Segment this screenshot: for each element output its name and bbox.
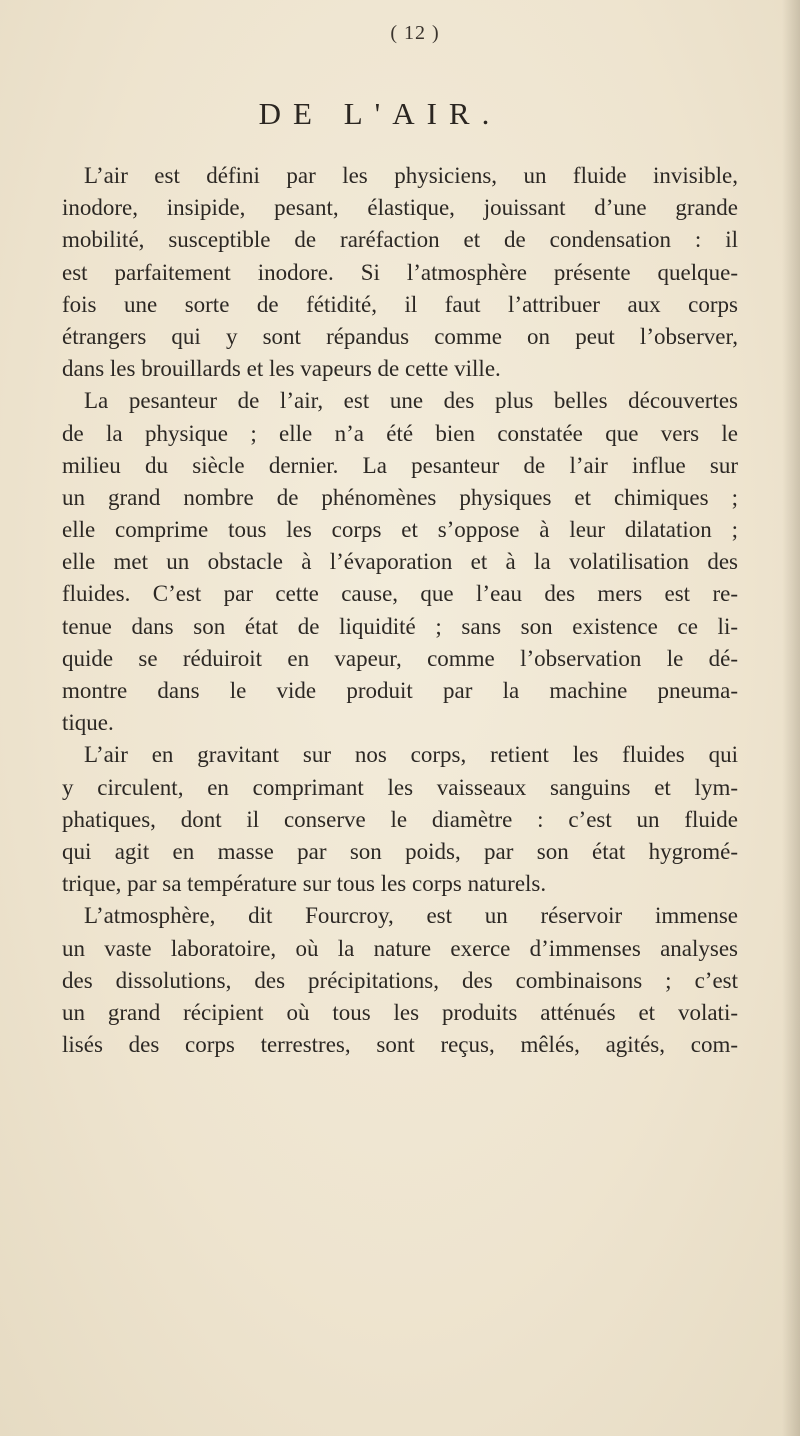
chapter-heading: DE L'AIR. [258, 96, 502, 131]
page-number: ( 12 ) [390, 22, 440, 44]
text-line: est parfaitement inodore. Si l’atmosphère présente quelque- [62, 259, 738, 285]
text-line: L’atmosphère, dit Fourcroy, est un réservoir immense [84, 903, 738, 929]
text-line: dans les brouillards et les vapeurs de cette ville. [62, 356, 501, 382]
text-line: elle met un obstacle à l’évaporation et à la volatilisation des [62, 549, 738, 575]
text-line: un vaste laboratoire, où la nature exerce d’immenses analyses [62, 935, 738, 961]
text-line: tenue dans son état de liquidité ; sans son existence ce li- [62, 613, 738, 639]
text-line: qui agit en masse par son poids, par son état hygromé- [62, 838, 738, 864]
text-line: lisés des corps terrestres, sont reçus, mêlés, agités, com- [62, 1032, 738, 1058]
body-text [62, 160, 738, 1061]
text-line: inodore, insipide, pesant, élastique, jouissant d’une grande [62, 195, 738, 221]
text-line: un grand nombre de phénomènes physiques et chimiques ; [62, 484, 738, 510]
text-line: un grand récipient où tous les produits atténués et volati- [62, 999, 738, 1025]
text-line: fois une sorte de fétidité, il faut l’attribuer aux corps [62, 291, 738, 317]
text-line: des dissolutions, des précipitations, des combinaisons ; c’est [62, 967, 738, 993]
text-line: étrangers qui y sont répandus comme on peut l’observer, [62, 323, 738, 349]
text-line: La pesanteur de l’air, est une des plus belles découvertes [84, 388, 738, 414]
text-line: fluides. C’est par cette cause, que l’eau des mers est re- [62, 581, 738, 607]
text-line: L’air est défini par les physiciens, un fluide invisible, [84, 163, 738, 188]
text-line: milieu du siècle dernier. La pesanteur de l’air influe sur [62, 452, 738, 478]
text-line: y circulent, en comprimant les vaisseaux sanguins et lym- [62, 774, 738, 800]
text-line: tique. [62, 710, 114, 736]
text-line: elle comprime tous les corps et s’oppose à leur dilatation ; [62, 517, 738, 543]
text-line: de la physique ; elle n’a été bien constatée que vers le [62, 420, 738, 446]
text-line: L’air en gravitant sur nos corps, retient les fluides qui [84, 742, 738, 768]
page-edge-shadow [782, 0, 800, 1436]
text-line: montre dans le vide produit par la machine pneuma- [62, 678, 738, 703]
text-line: phatiques, dont il conserve le diamètre : c’est un fluide [62, 806, 738, 832]
text-line: trique, par sa température sur tous les corps naturels. [62, 871, 547, 897]
text-line: quide se réduiroit en vapeur, comme l’observation le dé- [62, 645, 738, 671]
text-line: mobilité, susceptible de raréfaction et de condensation : il [62, 227, 738, 253]
